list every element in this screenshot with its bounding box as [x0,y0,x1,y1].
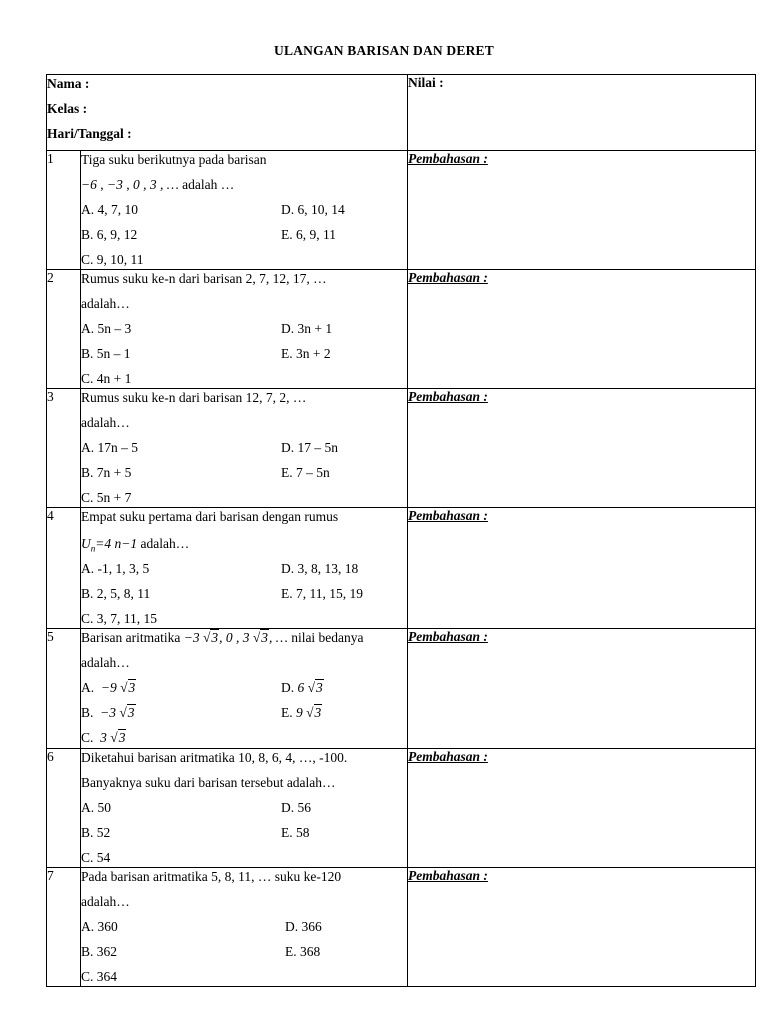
option-a: A. 5n – 3 [81,321,132,336]
option-c: C. 4n + 1 [81,371,132,386]
question-row [47,508,756,629]
question-cell [81,749,408,868]
option-d: D. 3, 8, 13, 18 [281,561,359,576]
option-a: A. 50 [81,800,111,815]
question-row [47,389,756,508]
formula-un: $U_n=4$ n−1 [81,536,138,554]
option-e: E. 7, 11, 15, 19 [281,586,363,601]
option-d: D. 56 [281,800,311,815]
pembahasan-label: Pembahasan : [408,629,756,749]
kelas-label: Kelas : [47,101,88,116]
question-text-line2: Banyaknya suku dari barisan tersebut adalah… [81,775,336,790]
question-cell [81,629,408,749]
question-text-line2: adalah… [81,296,130,311]
pembahasan-label: Pembahasan : [408,868,756,987]
option-c: C. 3, 7, 11, 15 [81,611,158,626]
option-b: B. 6, 9, 12 [81,227,138,242]
nama-label: Nama : [47,76,90,91]
question-text-line2: adalah… [81,655,130,670]
question-row [47,868,756,987]
option-a: A. 17n – 5 [81,440,138,455]
header-row [47,75,756,151]
option-e: E. 368 [285,944,321,959]
hari-tanggal-label: Hari/Tanggal : [47,126,132,141]
question-text: Barisan aritmatika −3 √3, 0 , 3 √3, … nilai bedanya [81,630,364,645]
option-c: C. 3 √3 [81,730,126,745]
option-c: C. 9, 10, 11 [81,252,144,267]
option-b: B. 5n – 1 [81,346,131,361]
question-text-line2: $U_n=4$ n−1 adalah… [81,536,190,554]
option-b: B. 2, 5, 8, 11 [81,586,151,601]
nilai-cell [408,75,756,151]
options [81,799,407,867]
question-number: 4 [47,508,81,629]
options [81,918,407,986]
option-d: D. 6, 10, 14 [281,202,345,217]
pembahasan-label: Pembahasan : [408,151,756,270]
options [81,679,407,747]
option-a: A. −9 √3 [81,680,136,695]
option-b: B. 7n + 5 [81,465,132,480]
student-info-cell [47,75,408,151]
option-e: E. 7 – 5n [281,465,330,480]
pembahasan-label: Pembahasan : [408,389,756,508]
question-cell [81,508,408,629]
question-number: 5 [47,629,81,749]
options [81,320,407,388]
options [81,439,407,507]
option-a: A. 4, 7, 10 [81,202,138,217]
question-number: 7 [47,868,81,987]
option-c: C. 54 [81,850,111,865]
question-number: 1 [47,151,81,270]
question-row [47,270,756,389]
option-b: B. 362 [81,944,118,959]
question-text-line2: adalah… [81,415,130,430]
question-text-line2: −6 , −3 , 0 , 3 , … adalah … [81,177,235,192]
question-cell [81,151,408,270]
question-number: 2 [47,270,81,389]
question-text: Diketahui barisan aritmatika 10, 8, 6, 4, …, -100. [81,750,348,765]
question-row [47,749,756,868]
exam-table [46,74,756,987]
pembahasan-label: Pembahasan : [408,749,756,868]
option-e: E. 9 √3 [281,705,322,720]
option-d: D. 6 √3 [281,680,323,695]
options [81,201,407,269]
question-text: Empat suku pertama dari barisan dengan rumus [81,509,339,524]
option-e: E. 58 [281,825,310,840]
question-row [47,629,756,749]
option-d: D. 3n + 1 [281,321,333,336]
option-b: B. −3 √3 [81,705,135,720]
question-row [47,151,756,270]
option-a: A. -1, 1, 3, 5 [81,561,150,576]
document-title: ULANGAN BARISAN DAN DERET [274,43,494,58]
question-text: Rumus suku ke-n dari barisan 12, 7, 2, … [81,390,307,405]
option-e: E. 3n + 2 [281,346,331,361]
question-cell [81,389,408,508]
option-d: D. 366 [285,919,322,934]
options [81,560,407,628]
option-a: A. 360 [81,919,118,934]
question-number: 3 [47,389,81,508]
question-text: Tiga suku berikutnya pada barisan [81,152,267,167]
option-d: D. 17 – 5n [281,440,338,455]
question-cell [81,270,408,389]
question-text: Rumus suku ke-n dari barisan 2, 7, 12, 17, … [81,271,327,286]
question-number: 6 [47,749,81,868]
question-cell [81,868,408,987]
option-e: E. 6, 9, 11 [281,227,336,242]
nilai-label: Nilai : [408,75,444,90]
option-c: C. 5n + 7 [81,490,132,505]
pembahasan-label: Pembahasan : [408,508,756,629]
option-b: B. 52 [81,825,111,840]
sequence-math: −3 √3, 0 , 3 √3, … [183,630,288,645]
sequence-math: −6 , −3 , 0 , 3 , … [81,177,179,192]
question-text-line2: adalah… [81,894,130,909]
question-text: Pada barisan aritmatika 5, 8, 11, … suku ke-120 [81,869,342,884]
option-c: C. 364 [81,969,118,984]
pembahasan-label: Pembahasan : [408,270,756,389]
